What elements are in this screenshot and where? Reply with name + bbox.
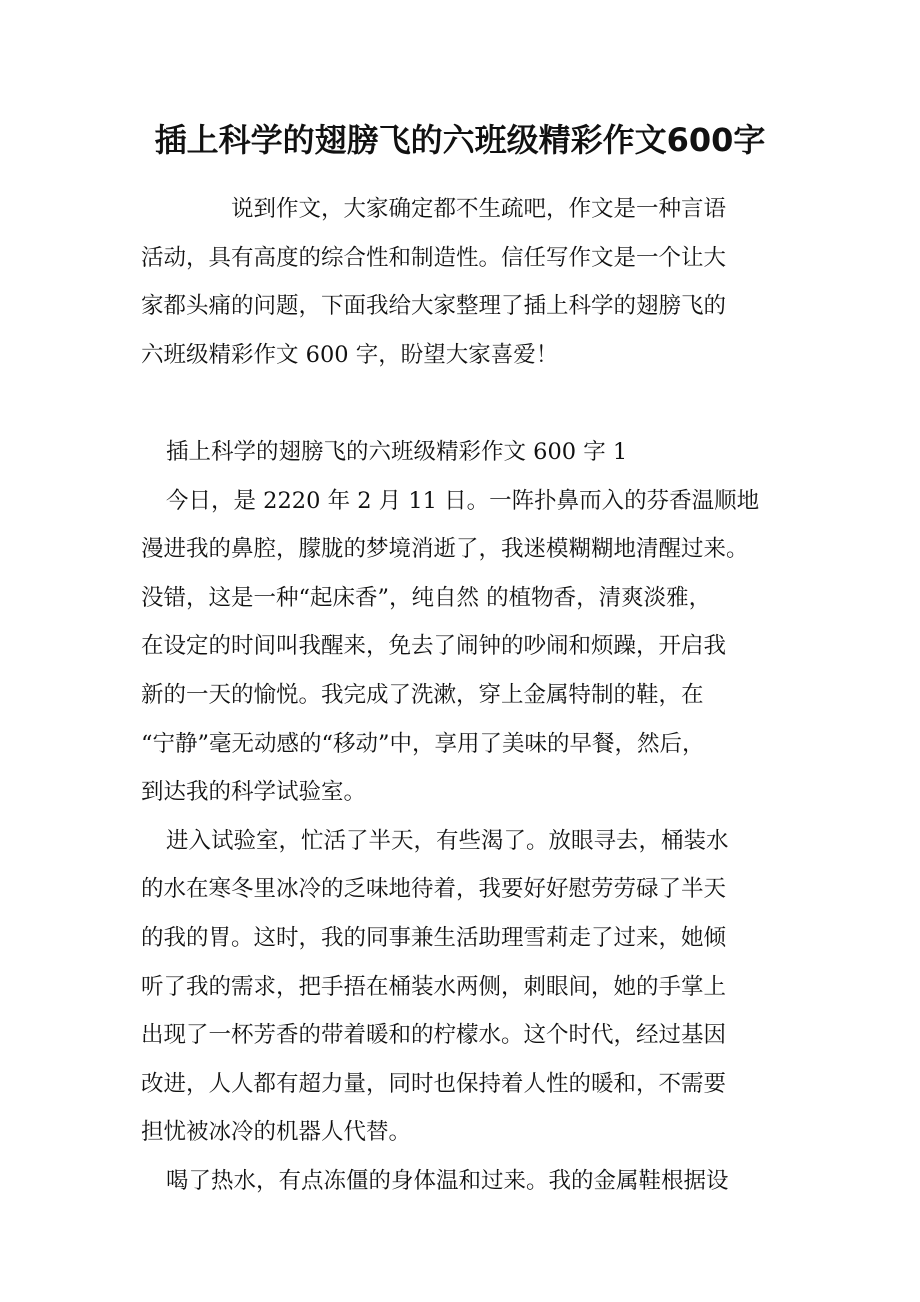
intro-line: 说到作文，大家确定都不生疏吧，作文是一种言语 xyxy=(231,196,727,222)
paragraph-line: 新的一天的愉悦。我完成了洗漱，穿上金属特制的鞋，在 xyxy=(141,681,704,708)
intro-line: 六班级精彩作文 600 字，盼望大家喜爱！ xyxy=(141,341,559,368)
paragraph-line: 在设定的时间叫我醒来，免去了闹钟的吵闹和烦躁，开启我 xyxy=(141,633,727,660)
paragraph-line: 进入试验室，忙活了半天，有些渴了。放眼寻去，桶装水 xyxy=(166,827,729,854)
paragraph-line: 漫进我的鼻腔，朦胧的梦境消逝了，我迷模糊糊地清醒过来。 xyxy=(141,536,749,563)
paragraph-line: 到达我的科学试验室。 xyxy=(141,779,367,806)
paragraph-line: 改进，人人都有超力量，同时也保持着人性的暖和，不需要 xyxy=(141,1070,727,1097)
intro-line: 活动，具有高度的综合性和制造性。信任写作文是一个让大 xyxy=(141,244,727,271)
paragraph-line: 的我的胃。这时，我的同事兼生活助理雪莉走了过来，她倾 xyxy=(141,924,727,951)
paragraph-line: 的水在寒冬里冰冷的乏味地待着，我要好好慰劳劳碌了半天 xyxy=(141,876,727,903)
paragraph-line: 喝了热水，有点冻僵的身体温和过来。我的金属鞋根据设 xyxy=(166,1167,729,1194)
intro-line: 家都头痛的问题，下面我给大家整理了插上科学的翅膀飞的 xyxy=(141,293,727,320)
essay-body xyxy=(141,428,791,1206)
intro-paragraph xyxy=(141,185,791,379)
document-title: 插上科学的翅膀飞的六班级精彩作文600字 xyxy=(154,121,766,159)
section-heading: 插上科学的翅膀飞的六班级精彩作文 600 字 1 xyxy=(166,439,628,465)
paragraph-line: 担忧被冰冷的机器人代替。 xyxy=(141,1119,412,1146)
paragraph-line: 今日，是 2220 年 2 月 11 日。一阵扑鼻而入的芬香温顺地 xyxy=(166,487,760,514)
paragraph-line: 没错，这是一种“起床香”，纯自然 的植物香，清爽淡雅， xyxy=(141,584,712,611)
paragraph-line: 出现了一杯芳香的带着暖和的柠檬水。这个时代，经过基因 xyxy=(141,1022,727,1049)
paragraph-line: 听了我的需求，把手捂在桶装水两侧，刺眼间，她的手掌上 xyxy=(141,973,727,1000)
paragraph-line: “宁静”毫无动感的“移动”中，享用了美味的早餐，然后， xyxy=(141,730,705,757)
